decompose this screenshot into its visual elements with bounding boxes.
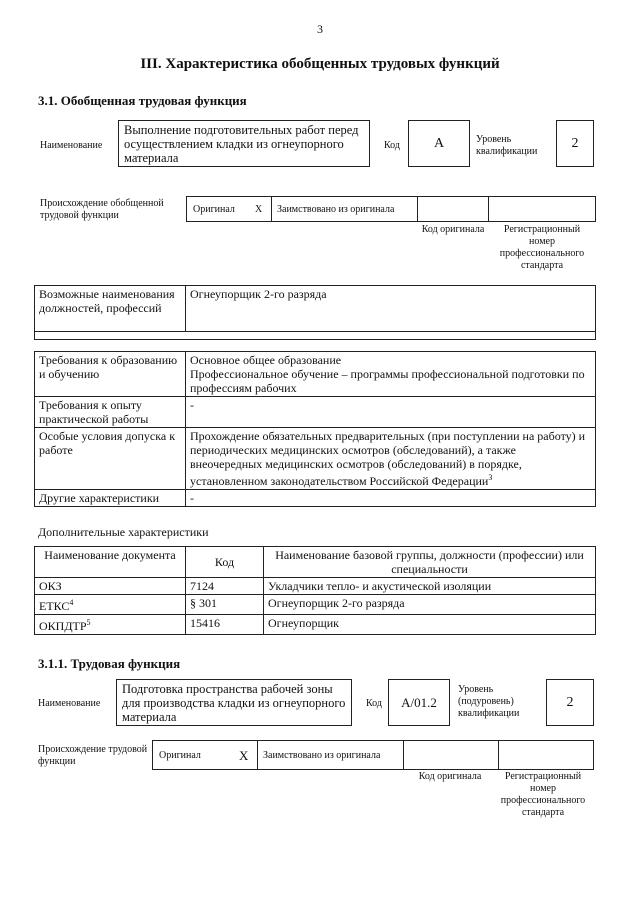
positions-label: Возможные наименования должностей, профессий [35,286,186,332]
positions-table [34,285,596,340]
gtf-code-label: Код [384,140,400,151]
tf-name-value: Подготовка пространства рабочей зоны для производства кладки из огнеупорного материала [116,679,352,726]
table-row-code: 7124 [186,578,264,595]
gtf-code-original-cell [417,196,489,222]
req-conditions-label: Особые условия допуска к работе [35,428,186,490]
doc-okpdtr: ОКПДТР [39,619,87,633]
req-education-value: Основное общее образование Профессиональное обучение – программы профессиональной подготовки по профессиям рабочих [186,352,596,397]
tf-borrowed-cell [257,740,404,770]
gtf-original-label: Оригинал [193,204,235,215]
gtf-reg-number-cell [488,196,596,222]
additional-title: Дополнительные характеристики [38,525,209,539]
gtf-level-label: Уровень квалификации [476,134,538,157]
gtf-original-cell [186,196,272,222]
additional-header-doc: Наименование документа [35,547,186,578]
positions-value: Огнеупорщик 2-го разряда [186,286,596,332]
gtf-borrowed-cell [271,196,418,222]
gtf-code-original-label: Код оригинала [421,224,485,235]
table-row-name: Укладчики тепло- и акустической изоляции [264,578,596,595]
tf-borrowed-label: Заимствовано из оригинала [263,750,381,761]
footnote-4: 4 [69,598,74,607]
additional-header-name: Наименование базовой группы, должности (профессии) или специальности [264,547,596,578]
table-row-name: Огнеупорщик [264,615,596,635]
tf-origin-label: Происхождение трудовой функции [38,744,148,767]
gtf-origin-label: Происхождение обобщенной трудовой функции [40,198,164,221]
tf-code-label: Код [366,698,382,709]
req-conditions-value: Прохождение обязательных предварительных (при поступлении на работу) и периодических медицинских осмотров (обследований), а также внеочередных медицинских осмотров (обследований) в порядке, установленном законодательством Российской Федерации [190,429,586,488]
tf-heading: 3.1.1. Трудовая функция [38,656,181,671]
req-conditions-cell [186,428,596,490]
table-row-doc [35,578,186,595]
doc-etks: ЕТКС [39,599,70,613]
req-education-label: Требования к образованию и обучению [35,352,186,397]
req-experience-value: - [186,397,596,428]
tf-code-original-cell [403,740,499,770]
req-experience-label: Требования к опыту практической работы [35,397,186,428]
section-title: III. Характеристика обобщенных трудовых функций [140,56,500,72]
tf-code-original-label: Код оригинала [418,771,482,782]
tf-code-value: А/01.2 [388,679,450,726]
tf-name-label: Наименование [38,698,101,709]
page-number: 3 [317,22,323,36]
gtf-code-value: А [408,120,470,167]
table-row-code: § 301 [186,595,264,615]
tf-original-label: Оригинал [159,750,201,761]
doc-okz: ОКЗ [39,579,62,593]
table-row-doc [35,615,186,635]
table-row-code: 15416 [186,615,264,635]
gtf-heading: 3.1. Обобщенная трудовая функция [38,93,247,108]
req-other-value: - [186,490,596,507]
gtf-name-value: Выполнение подготовительных работ перед осуществлением кладки из огнеупорного материала [118,120,370,167]
additional-header-code: Код [186,547,264,578]
req-other-label: Другие характеристики [35,490,186,507]
requirements-table [34,351,596,507]
table-row-doc [35,595,186,615]
tf-original-cell [152,740,258,770]
gtf-original-mark: X [255,204,263,215]
tf-reg-number-cell [498,740,594,770]
gtf-reg-number-label: Регистрационный номер профессионального стандарта [499,224,585,271]
spacer-row [35,332,596,340]
tf-reg-number-label: Регистрационный номер профессионального стандарта [500,771,586,818]
gtf-name-label: Наименование [40,140,103,151]
tf-original-mark: X [239,748,249,763]
table-row-name: Огнеупорщик 2-го разряда [264,595,596,615]
gtf-borrowed-label: Заимствовано из оригинала [277,204,395,215]
tf-level-label: Уровень (подуровень) квалификации [458,684,520,719]
tf-level-value: 2 [546,679,594,726]
req-conditions-footnote: 3 [488,473,493,482]
additional-table [34,546,596,635]
footnote-5: 5 [86,618,91,627]
gtf-level-value: 2 [556,120,594,167]
